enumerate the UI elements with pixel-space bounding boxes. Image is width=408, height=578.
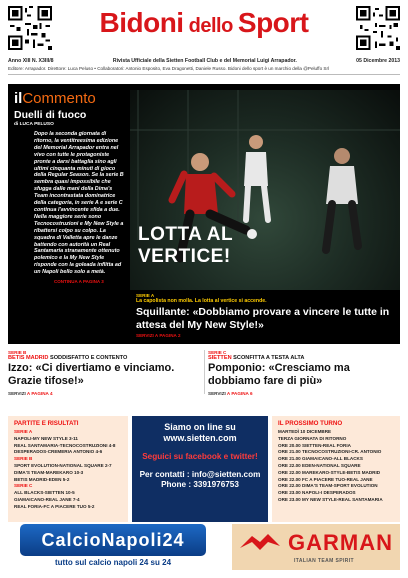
list-item: ALL BLACKS-SIETTEN 10-5 (14, 490, 75, 496)
article-series-label: SERIE C (208, 350, 227, 355)
editorial-column (8, 84, 130, 334)
list-item: SPORT EVOLUTION-NATIONAL SQUARE 2-7 (14, 462, 112, 468)
article-kicker (8, 355, 198, 361)
article-services-label: SERVIZI (8, 391, 27, 396)
issue-date: 05 Dicembre 2013 (356, 58, 400, 64)
next-round-title: IL PROSSIMO TURNO (278, 420, 343, 427)
list-item: BETIS MADRID-EDEN 5-2 (14, 476, 70, 482)
list-item: NAPOLI-MY NEW STYLE 3-11 (14, 435, 78, 441)
article-headline[interactable]: Pomponio: «Cresciamo ma dobbiamo fare di più» (208, 362, 350, 387)
credits-line: Editore: Arrapador. Direttore: Luca Peluso • Collaboratori: Antonio Esposito, Eva Dragonetti, Daniele Russo. Bidoni dello sport è un marchio della @Peluffo Srl (8, 66, 330, 71)
results-list (14, 429, 122, 511)
garman-logo (238, 530, 393, 556)
qr-code-right-icon (356, 6, 400, 50)
article-services-label: SERVIZI (208, 391, 227, 396)
article-series-label: SERIE B (8, 350, 27, 355)
results-box (8, 416, 128, 522)
cover-caption (136, 293, 398, 338)
list-item: ORE 22.00 FC A PIACERE TUO-REAL JANE (278, 476, 373, 482)
article-kicker-text: SCONFITTA A TESTA ALTA (231, 355, 305, 361)
article-page-ref: A PAGINA 6 (226, 391, 253, 396)
list-item: DESPERADOS-CREMERIA ANTONIO 4-6 (14, 449, 103, 455)
next-round-list (278, 429, 394, 504)
calcionapoli24-ad[interactable] (20, 524, 206, 570)
list-item: ORE 22.00 MAREKARO-STYLE-BETIS MADRID (278, 469, 381, 475)
issue-info-row (8, 58, 400, 64)
list-item: REAL FORIA-FC A PIACERE TUO 5-2 (14, 503, 95, 509)
masthead-part-bidoni: Bidoni (99, 7, 184, 38)
article-divider (204, 350, 205, 394)
list-item: ORE 22.00 DIMA'S TEAM-SPORT EVOLUTION (278, 483, 378, 489)
list-item: ORE 22.00 EDEN-NATIONAL SQUARE (278, 462, 361, 468)
photo-overlay-headline: LOTTA AL VERTICE! (138, 224, 233, 267)
garman-ad[interactable] (232, 524, 400, 570)
cover-series-label: SERIE A (136, 293, 155, 298)
article-kicker (208, 355, 398, 361)
list-item: ORE 21.00 TECNOCOSTRUZIONI-CR. ANTONIO (278, 449, 382, 455)
list-item: DIMA'S TEAM-MAREKARO 10-3 (14, 469, 84, 475)
garman-eagle-icon (238, 530, 282, 556)
editorial-body: Dopo la seconda giornata di ritorno, la ventitreesima edizione del Memorial Arrapador entra nel vivo con tutte le protagoniste pronte a darsi battaglia sino agli ultimi cinquanta minuti di gioco della Regular Season. Se la serie B sembra quasi impossibile che sfugga dalle mani della Dima's Team incontrastata dominatrice della categoria, in serie A e serie C continua l'avvincente sfida a due. Nella maggiore serie sono Tecnocostruzioni e My New Style a ribattersi colpo su colpo. La squadra di Valletta apre le danze battendo con autorità un Real Santamaria stranamente ottenuto polemico e la My New Style risponde con la goleada inflitta ad un Napoli bello solo a metà. (34, 131, 124, 276)
list-section-heading: SERIE B (14, 456, 33, 462)
header-divider (8, 74, 400, 75)
cover-kicker: La capolista non molla. La lotta al vertice si accende. (136, 298, 267, 304)
article-services-link[interactable] (208, 391, 398, 396)
calcionapoli24-tagline: tutto sul calcio napoli 24 su 24 (54, 558, 172, 567)
list-item: ORE 23.00 NAPOLI-I DESPERADOS (278, 490, 356, 496)
calcionapoli24-logo: CalcioNapoli24 (20, 524, 206, 556)
list-item: ORE 20.00 SIETTEN-REAL FORIA (278, 442, 351, 448)
editorial-title: Duelli di fuoco (14, 109, 87, 121)
qr-code-left-icon (8, 6, 52, 50)
list-section-heading: SERIE A (14, 429, 33, 434)
editorial-kicker (14, 90, 126, 107)
article-serie-c (208, 350, 398, 396)
editorial-author: di LUCA PELUSO (14, 122, 54, 127)
next-round-box (272, 416, 400, 522)
editorial-kicker-il: il (14, 90, 23, 107)
garman-tagline: ITALIAN TEAM SPIRIT (294, 558, 355, 564)
website-box (132, 416, 268, 522)
editorial-kicker-commento: Commento (22, 90, 96, 107)
editorial-continue-link[interactable]: CONTINUA A PAGINA 3 (54, 279, 104, 285)
results-title: PARTITE E RISULTATI (14, 420, 79, 427)
list-item: REAL SANTAMARIA-TECNOCOSTRUZIONI 4-8 (14, 442, 116, 448)
list-item: GIAMAICANO-REAL JANE 7-4 (14, 496, 80, 502)
article-kicker-text: SODDISFATTO E CONTENTO (48, 355, 128, 361)
list-item: ORE 23.00 MY NEW STYLE-REAL SANTAMARIA (278, 496, 383, 502)
issue-number: Anno XIII N. X3III/8 (8, 58, 54, 64)
website-link[interactable]: Siamo on line su www.sietten.com (163, 422, 237, 443)
masthead-part-sport: Sport (237, 7, 309, 38)
list-item: TERZA GIORNATA DI RITORNO (278, 435, 347, 441)
masthead-part-dello: dello (183, 15, 238, 37)
garman-name: GARMAN (288, 530, 393, 555)
cover-headline[interactable]: Squillante: «Dobbiamo provare a vincere le tutte in attesa del My New Style!» (136, 306, 390, 331)
tagline: Rivista Ufficiale della Sietten Football Club e del Memorial Luigi Arrapador. (112, 58, 297, 64)
article-services-link[interactable] (8, 391, 198, 396)
article-headline[interactable]: Izzo: «Ci divertiamo e vinciamo. Grazie tifose!» (8, 362, 175, 387)
cover-services-link[interactable]: SERVIZI A PAGINA 2 (136, 333, 181, 338)
list-item: ORE 21.00 GIAMAICANO-ALL BLACKS (278, 456, 363, 462)
list-section-heading: SERIE C (14, 483, 33, 489)
list-item: MARTEDÌ 10 DICEMBRE (278, 429, 332, 434)
masthead (56, 8, 352, 41)
article-team: BETIS MADRID (8, 355, 49, 361)
article-serie-b (8, 350, 198, 396)
contact-info[interactable]: Per contatti : info@sietten.com Phone : 3391976753 (139, 470, 261, 489)
article-team: SIETTEN (208, 355, 232, 361)
social-follow-text[interactable]: Seguici su facebook e twitter! (142, 452, 258, 461)
article-page-ref: A PAGINA 4 (26, 391, 53, 396)
